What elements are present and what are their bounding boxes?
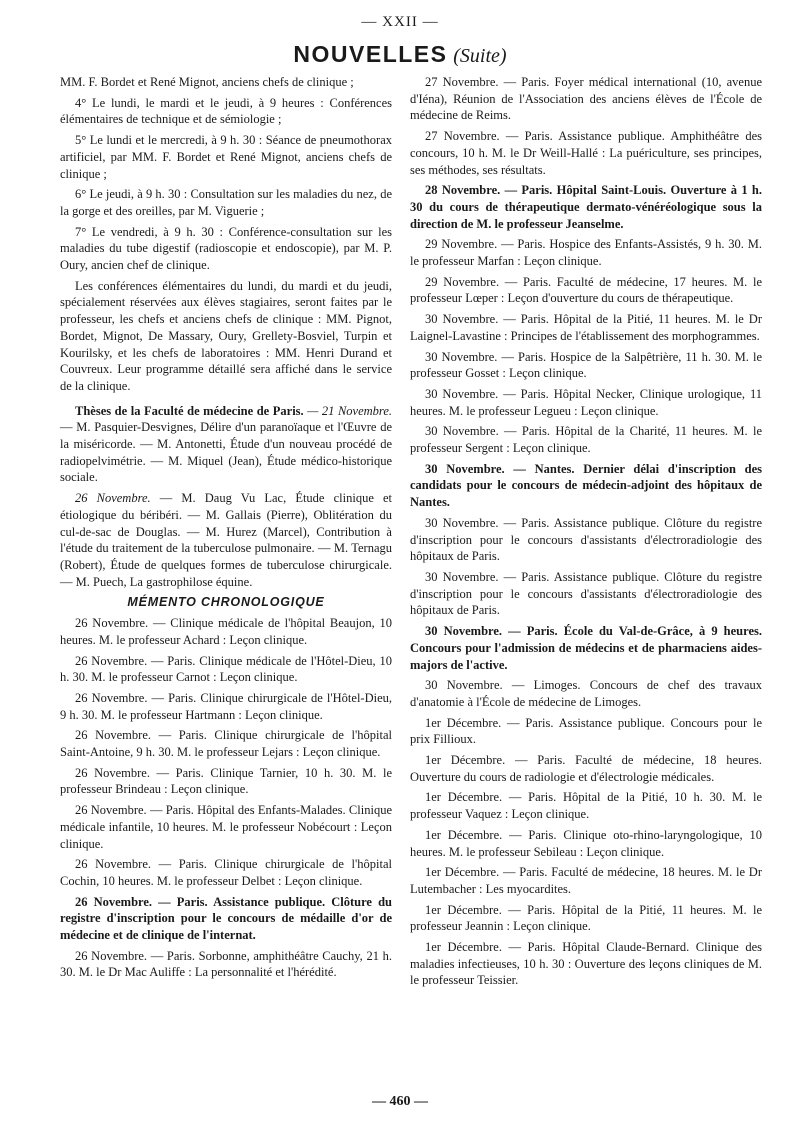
theses-items: — M. Daug Vu Lac, Étude clinique et étiologique du béribéri. — M. Gallais (Pierre), Oblitération du cul-de-sac de Douglas. — M. Hurez (Marcel), Contribution à l'étude du traitement de la tuberculose pulmonaire. — M. Ternagu (Robert), Étude de quelques formes de tuberculose chirurgicale. — M. Puech, La gastrophilose équine. [60,491,392,589]
left-column [60,74,392,985]
memento-entry: 26 Novembre. — Paris. Clinique chirurgicale de l'Hôtel-Dieu, 9 h. 30. M. le professeur Hartmann : Leçon clinique. [60,690,392,722]
roman-folio: — XXII — [361,14,439,30]
memento-entry: 30 Novembre. — Paris. Hôpital Necker, Clinique urologique, 11 heures. M. le professeur Legueu : Leçon clinique. [410,386,762,418]
memento-entry: 30 Novembre. — Paris. Assistance publique. Clôture du registre d'inscription pour le concours d'assistants d'électroradiologie des hôpitaux de Paris. [410,515,762,564]
memento-heading: MÉMENTO CHRONOLOGIQUE [127,595,325,610]
memento-entry: 1er Décembre. — Paris. Hôpital de la Pitié, 11 heures. M. le professeur Jeannin : Leçon clinique. [410,902,762,934]
memento-entry: 29 Novembre. — Paris. Faculté de médecine, 17 heures. M. le professeur Lœper : Leçon d'ouverture du cours de thérapeutique. [410,274,762,306]
memento-entry: 30 Novembre. — Paris. Hôpital de la Pitié, 11 heures. M. le Dr Laignel-Lavastine : Principes de l'établissement des morphogrammes. [410,312,762,343]
memento-entry: 27 Novembre. — Paris. Assistance publique. Amphithéâtre des concours, 10 h. M. le Dr Weill-Hallé : La puériculture, ses principes, ses méthodes, ses résultats. [410,129,762,177]
memento-entry: 30 Novembre. — Limoges. Concours de chef des travaux d'anatomie à l'École de médecine de Limoges. [410,678,762,709]
memento-entry: 1er Décembre. — Paris. Hôpital Claude-Bernard. Clinique des maladies infectieuses, 10 h. 30 : Ouverture des leçons cliniques de M. le professeur Teissier. [410,940,762,988]
memento-entry: 28 Novembre. — Paris. Hôpital Saint-Louis. Ouverture à 1 h. 30 du cours de thérapeutique dermato-vénéréologique sous la direction de M. le professeur Jeanselme. [410,183,762,231]
memento-entry: 1er Décembre. — Paris. Faculté de médecine, 18 heures. M. le Dr Lutembacher : Les myocardites. [410,865,762,896]
memento-entry: 26 Novembre. — Paris. Clinique chirurgicale de l'hôpital Saint-Antoine, 9 h. 30. M. le professeur Lejars : Leçon clinique. [60,728,392,760]
memento-entry: 26 Novembre. — Paris. Sorbonne, amphithéâtre Cauchy, 21 h. 30. M. le Dr Mac Auliffe : La personnalité et l'hérédité. [60,948,392,980]
theses-date: — 21 Novembre. [307,403,392,418]
memento-entry: 26 Novembre. — Paris. Clinique médicale de l'Hôtel-Dieu, 10 h. 30. M. le professeur Carnot : Leçon clinique. [60,653,392,685]
memento-entry: 1er Décembre. — Paris. Faculté de médecine, 18 heures. Ouverture du cours de radiologie et d'électrologie médicales. [410,753,762,784]
paragraph: 6° Le jeudi, à 9 h. 30 : Consultation sur les maladies du nez, de la gorge et des oreilles, par M. Viguerie ; [60,187,392,218]
memento-entry: 26 Novembre. — Paris. Hôpital des Enfants-Malades. Clinique médicale infantile, 10 heures. M. le professeur Nobécourt : Leçon clinique. [60,803,392,851]
memento-entry: 29 Novembre. — Paris. Hospice des Enfants-Assistés, 9 h. 30. M. le professeur Marfan : Leçon clinique. [410,237,762,269]
theses-items: — M. Pasquier-Desvignes, Délire d'un paranoïaque et l'Œuvre de la miséricorde. — M. Antonetti, Étude d'un nouveau procédé de radiopelvimétrie. — M. Miquel (Jean), Étude médico-historique sociale. [60,420,392,485]
theses-date: 26 Novembre. [75,491,151,506]
theses-paragraph [60,403,392,487]
paragraph: MM. F. Bordet et René Mignot, anciens chefs de clinique ; [60,75,354,89]
section-suite: (Suite) [453,45,507,67]
memento-entry: 1er Décembre. — Paris. Hôpital de la Pitié, 10 h. 30. M. le professeur Vaquez : Leçon clinique. [410,790,762,822]
memento-entry: 26 Novembre. — Paris. Clinique Tarnier, 10 h. 30. M. le professeur Brindeau : Leçon clinique. [60,765,392,797]
page-number: — 460 — [372,1094,428,1109]
section-heading [0,40,800,70]
paragraph: Les conférences élémentaires du lundi, du mardi et du jeudi, spécialement réservées aux élèves stagiaires, seront faites par le professeur, les chefs et anciens chefs de clinique : MM. Pignot, Bordet, Mignot, De Massary, Oury, Grellety-Bosviel, Turpin et Kourilsky, et les chefs de laboratoires : MM. Henri Durand et Couvreux. Leur programme détaillé sera affiché dans le service de la clinique. [60,278,392,393]
memento-entry: 26 Novembre. — Paris. Assistance publique. Clôture du registre d'inscription pour le concours de médaille d'or de médecine et de clinique de l'internat. [60,894,392,943]
theses-paragraph [60,490,392,590]
paragraph: 7° Le vendredi, à 9 h. 30 : Conférence-consultation sur les maladies du tube digestif (radioscopie et endoscopie), par M. P. Oury, ancien chef de clinique. [60,224,392,273]
memento-entry: 30 Novembre. — Paris. Hospice de la Salpêtrière, 11 h. 30. M. le professeur Gosset : Leçon clinique. [410,349,762,381]
memento-entry: 26 Novembre. — Clinique médicale de l'hôpital Beaujon, 10 heures. M. le professeur Achard : Leçon clinique. [60,616,392,647]
memento-entry: 26 Novembre. — Paris. Clinique chirurgicale de l'hôpital Cochin, 10 heures. M. le professeur Delbet : Leçon clinique. [60,857,392,888]
memento-entry: 27 Novembre. — Paris. Foyer médical international (10, avenue d'Iéna), Réunion de l'Association des anciens élèves de l'École de médecine de Reims. [410,75,762,123]
memento-entry: 30 Novembre. — Paris. Assistance publique. Clôture du registre d'inscription pour le concours d'assistants d'électroradiologie des hôpitaux de Paris. [410,569,762,618]
memento-entry: 1er Décembre. — Paris. Assistance publique. Concours pour le prix Fillioux. [410,715,762,747]
right-column [410,74,762,993]
theses-title: Thèses de la Faculté de médecine de Paris. [75,403,304,418]
memento-entry: 30 Novembre. — Nantes. Dernier délai d'inscription des candidats pour le concours de médecin-adjoint des hôpitaux de Nantes. [410,461,762,510]
memento-entry: 30 Novembre. — Paris. École du Val-de-Grâce, à 9 heures. Concours pour l'admission de médecins et de pharmaciens aides-majors de l'active. [410,624,762,672]
paragraph: 4° Le lundi, le mardi et le jeudi, à 9 heures : Conférences élémentaires de technique et de sémiologie ; [60,95,392,127]
memento-entry: 1er Décembre. — Paris. Clinique oto-rhino-laryngologique, 10 heures. M. le professeur Sebileau : Leçon clinique. [410,827,762,859]
memento-entry: 30 Novembre. — Paris. Hôpital de la Charité, 11 heures. M. le professeur Sergent : Leçon clinique. [410,424,762,456]
section-title: NOUVELLES [293,41,448,67]
paragraph: 5° Le lundi et le mercredi, à 9 h. 30 : Séance de pneumothorax artificiel, par MM. F. Bordet et René Mignot, anciens chefs de clinique ; [60,133,392,181]
